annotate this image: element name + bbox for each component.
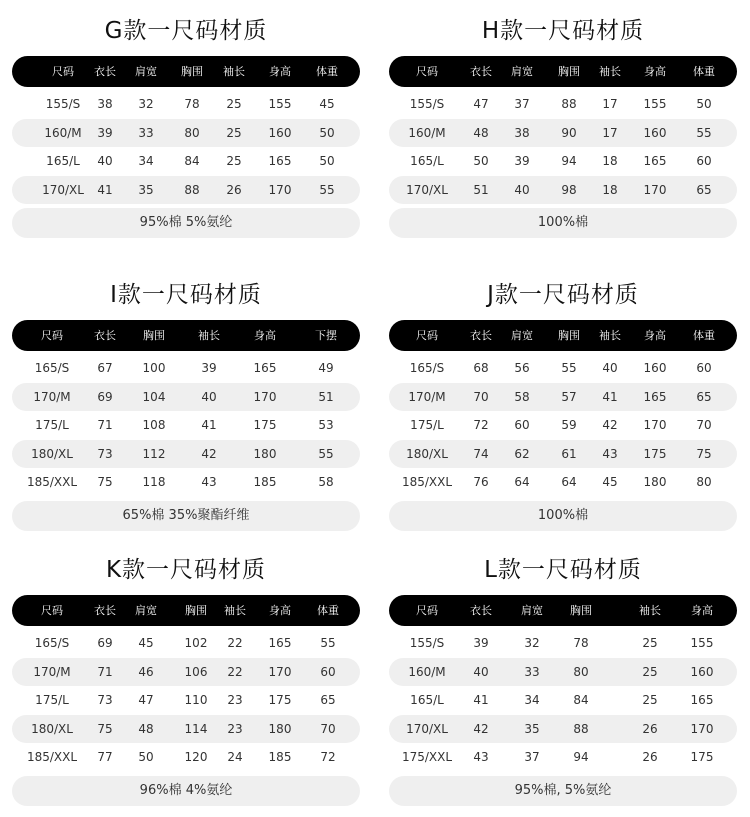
table-body (389, 90, 737, 204)
table-cell: 74 (473, 446, 489, 461)
table-cell: 170 (268, 664, 292, 679)
table-cell: 38 (514, 125, 530, 140)
table-cell: 170 (643, 418, 667, 432)
table-row (12, 743, 360, 772)
table-cell: 48 (138, 721, 154, 736)
table-row (12, 383, 360, 412)
header-cell: 肩宽 (135, 604, 157, 617)
table-cell: 76 (473, 475, 489, 489)
table-cell: 175 (643, 446, 667, 461)
table-cell: 65 (696, 182, 712, 197)
table-cell: 112 (142, 446, 166, 461)
table-cell: 90 (561, 125, 577, 140)
table-cell: 165 (690, 693, 714, 707)
size-table-panel (12, 14, 360, 238)
table-cell: 39 (473, 636, 489, 650)
table-cell: 165 (643, 389, 667, 404)
table-cell: 39 (97, 125, 113, 140)
table-cell: 75 (696, 446, 712, 461)
table-cell: 73 (97, 446, 113, 461)
table-row (12, 147, 360, 176)
header-cell: 身高 (269, 65, 291, 78)
table-cell: 26 (642, 721, 658, 736)
table-cell: 102 (184, 636, 208, 650)
table-cell: 34 (138, 154, 154, 168)
table-cell: 165 (643, 154, 667, 168)
table-body (389, 629, 737, 772)
table-cell: 88 (184, 182, 200, 197)
table-cell: 33 (524, 664, 540, 679)
table-cell: 165 (268, 154, 292, 168)
table-cell: 39 (514, 154, 530, 168)
table-cell: 25 (642, 693, 658, 707)
table-cell: 160 (690, 664, 714, 679)
table-cell: 180/XL (406, 446, 448, 461)
table-row (12, 176, 360, 205)
table-cell: 18 (602, 154, 618, 168)
header-cell: 胸围 (143, 329, 165, 342)
header-cell: 身高 (644, 65, 666, 78)
table-cell: 25 (642, 636, 658, 650)
table-cell: 43 (473, 750, 489, 764)
table-cell: 42 (602, 418, 618, 432)
size-table-panel (12, 278, 360, 531)
table-cell: 45 (602, 475, 618, 489)
table-cell: 32 (138, 97, 154, 111)
table-cell: 56 (514, 361, 530, 375)
header-cell: 身高 (269, 604, 291, 617)
table-cell: 160/M (408, 664, 446, 679)
table-cell: 78 (573, 636, 589, 650)
size-table-panel (389, 553, 737, 806)
table-cell: 40 (602, 361, 618, 375)
header-cell: 胸围 (181, 65, 203, 78)
table-cell: 170/M (408, 389, 446, 404)
table-cell: 165/S (34, 361, 70, 375)
header-cell: 衣长 (470, 604, 492, 617)
table-cell: 64 (561, 475, 577, 489)
table-cell: 69 (97, 636, 113, 650)
table-cell: 170/M (33, 664, 71, 679)
header-cell: 袖长 (639, 604, 661, 617)
table-cell: 100 (142, 361, 166, 375)
table-cell: 155/S (45, 97, 81, 111)
material-label: 100%棉 (389, 501, 737, 531)
table-cell: 65 (696, 389, 712, 404)
table-title: L款一尺码材质 (484, 557, 642, 583)
table-cell: 34 (524, 693, 540, 707)
table-cell: 67 (97, 361, 113, 375)
table-cell: 26 (642, 750, 658, 764)
table-cell: 50 (319, 154, 335, 168)
table-cell: 48 (473, 125, 489, 140)
header-cell: 肩宽 (511, 329, 533, 342)
table-cell: 25 (642, 664, 658, 679)
table-cell: 77 (97, 750, 113, 764)
header-cell: 尺码 (52, 65, 74, 78)
table-cell: 50 (696, 97, 712, 111)
table-cell: 23 (227, 693, 243, 707)
table-row (389, 468, 737, 497)
table-row (12, 411, 360, 440)
header-cell: 袖长 (599, 65, 621, 78)
table-row (12, 686, 360, 715)
table-cell: 51 (318, 389, 334, 404)
table-cell: 73 (97, 693, 113, 707)
table-cell: 110 (184, 693, 208, 707)
table-cell: 70 (696, 418, 712, 432)
table-title: K款一尺码材质 (105, 557, 267, 583)
table-cell: 55 (696, 125, 712, 140)
header-cell: 衣长 (94, 604, 116, 617)
table-cell: 43 (602, 446, 618, 461)
table-row (389, 147, 737, 176)
table-cell: 160 (268, 125, 292, 140)
header-cell: 衣长 (470, 329, 492, 342)
header-cell: 身高 (644, 329, 666, 342)
table-cell: 43 (201, 475, 217, 489)
header-cell: 袖长 (599, 329, 621, 342)
table-cell: 69 (97, 389, 113, 404)
table-cell: 88 (573, 721, 589, 736)
table-cell: 50 (319, 125, 335, 140)
table-body (12, 90, 360, 204)
header-cell: 尺码 (416, 329, 438, 342)
table-cell: 180 (643, 475, 667, 489)
table-cell: 42 (473, 721, 489, 736)
table-cell: 22 (227, 636, 243, 650)
table-cell: 180/XL (31, 446, 73, 461)
table-row (389, 743, 737, 772)
table-cell: 120 (184, 750, 208, 764)
table-row (389, 90, 737, 119)
table-cell: 160/M (44, 125, 82, 140)
table-cell: 180/XL (31, 721, 73, 736)
table-cell: 155/S (409, 97, 445, 111)
table-cell: 185 (268, 750, 292, 764)
table-cell: 18 (602, 182, 618, 197)
table-cell: 160 (643, 361, 667, 375)
table-cell: 170 (643, 182, 667, 197)
table-cell: 40 (514, 182, 530, 197)
table-cell: 55 (561, 361, 577, 375)
table-cell: 80 (696, 475, 712, 489)
table-cell: 84 (184, 154, 200, 168)
table-cell: 94 (561, 154, 577, 168)
table-cell: 68 (473, 361, 489, 375)
table-cell: 62 (514, 446, 530, 461)
table-cell: 170 (253, 389, 277, 404)
size-table-panel (389, 14, 737, 238)
table-cell: 60 (514, 418, 530, 432)
header-cell: 体重 (316, 65, 338, 78)
table-row (389, 715, 737, 744)
table-cell: 118 (142, 475, 166, 489)
table-cell: 165/S (34, 636, 70, 650)
table-cell: 40 (97, 154, 113, 168)
header-cell: 肩宽 (521, 604, 543, 617)
table-row (12, 658, 360, 687)
table-cell: 60 (696, 361, 712, 375)
table-cell: 70 (473, 389, 489, 404)
table-cell: 175 (253, 418, 277, 432)
table-cell: 35 (524, 721, 540, 736)
table-cell: 185/XXL (401, 475, 453, 489)
table-cell: 58 (318, 475, 334, 489)
table-header (12, 56, 360, 87)
table-row (12, 354, 360, 383)
table-cell: 80 (573, 664, 589, 679)
table-cell: 155 (690, 636, 714, 650)
table-cell: 88 (561, 97, 577, 111)
table-cell: 84 (573, 693, 589, 707)
table-row (389, 354, 737, 383)
material-label: 95%棉 5%氨纶 (12, 208, 360, 238)
table-cell: 23 (227, 721, 243, 736)
table-body (12, 354, 360, 497)
table-cell: 51 (473, 182, 489, 197)
table-cell: 175/L (35, 693, 69, 707)
table-cell: 165 (268, 636, 292, 650)
table-cell: 38 (97, 97, 113, 111)
table-cell: 50 (473, 154, 489, 168)
header-cell: 体重 (693, 65, 715, 78)
table-cell: 41 (473, 693, 489, 707)
table-row (389, 176, 737, 205)
table-cell: 60 (696, 154, 712, 168)
table-row (12, 119, 360, 148)
header-cell: 袖长 (223, 65, 245, 78)
header-cell: 尺码 (416, 65, 438, 78)
table-cell: 160 (643, 125, 667, 140)
table-cell: 41 (97, 182, 113, 197)
table-cell: 165/L (46, 154, 80, 168)
table-cell: 45 (138, 636, 154, 650)
table-cell: 25 (226, 97, 242, 111)
material-label: 95%棉, 5%氨纶 (389, 776, 737, 806)
table-cell: 170/XL (406, 721, 448, 736)
table-cell: 165 (253, 361, 277, 375)
header-cell: 衣长 (470, 65, 492, 78)
table-cell: 170/M (33, 389, 71, 404)
table-cell: 175/XXL (401, 750, 453, 764)
table-cell: 17 (602, 125, 618, 140)
table-header (389, 56, 737, 87)
table-cell: 71 (97, 418, 113, 432)
header-cell: 尺码 (41, 604, 63, 617)
table-title: H款一尺码材质 (481, 18, 645, 44)
table-cell: 170/XL (406, 182, 448, 197)
table-cell: 41 (602, 389, 618, 404)
table-cell: 57 (561, 389, 577, 404)
table-body (389, 354, 737, 497)
table-row (389, 440, 737, 469)
table-cell: 160/M (408, 125, 446, 140)
table-cell: 80 (184, 125, 200, 140)
table-title: I款一尺码材质 (110, 282, 262, 308)
table-cell: 185/XXL (26, 475, 78, 489)
table-cell: 165/S (409, 361, 445, 375)
header-cell: 胸围 (558, 65, 580, 78)
table-cell: 75 (97, 721, 113, 736)
header-cell: 身高 (691, 604, 713, 617)
table-cell: 72 (320, 750, 336, 764)
header-cell: 胸围 (570, 604, 592, 617)
table-cell: 22 (227, 664, 243, 679)
table-cell: 40 (473, 664, 489, 679)
table-cell: 165/L (410, 154, 444, 168)
table-cell: 46 (138, 664, 154, 679)
table-cell: 55 (318, 446, 334, 461)
table-cell: 41 (201, 418, 217, 432)
table-cell: 94 (573, 750, 589, 764)
table-cell: 35 (138, 182, 154, 197)
header-cell: 下摆 (315, 329, 337, 342)
table-header (389, 320, 737, 351)
table-cell: 170 (690, 721, 714, 736)
material-label: 100%棉 (389, 208, 737, 238)
table-row (389, 686, 737, 715)
table-row (12, 468, 360, 497)
table-body (12, 629, 360, 772)
table-cell: 33 (138, 125, 154, 140)
table-cell: 114 (184, 721, 208, 736)
table-cell: 155 (643, 97, 667, 111)
table-row (12, 629, 360, 658)
size-table-panel (12, 553, 360, 806)
table-cell: 45 (319, 97, 335, 111)
table-cell: 53 (318, 418, 334, 432)
table-cell: 180 (253, 446, 277, 461)
table-cell: 72 (473, 418, 489, 432)
table-cell: 32 (524, 636, 540, 650)
table-cell: 170/XL (42, 182, 84, 197)
table-cell: 175/L (35, 418, 69, 432)
header-cell: 肩宽 (135, 65, 157, 78)
table-cell: 55 (320, 636, 336, 650)
table-cell: 175 (268, 693, 292, 707)
table-cell: 42 (201, 446, 217, 461)
table-cell: 61 (561, 446, 577, 461)
table-cell: 175 (690, 750, 714, 764)
table-cell: 98 (561, 182, 577, 197)
table-cell: 58 (514, 389, 530, 404)
table-cell: 71 (97, 664, 113, 679)
table-cell: 180 (268, 721, 292, 736)
table-cell: 26 (226, 182, 242, 197)
table-title: J款一尺码材质 (487, 282, 639, 308)
material-label: 65%棉 35%聚酯纤维 (12, 501, 360, 531)
table-row (389, 119, 737, 148)
table-cell: 49 (318, 361, 334, 375)
table-cell: 40 (201, 389, 217, 404)
table-title: G款一尺码材质 (104, 18, 268, 44)
table-cell: 37 (514, 97, 530, 111)
header-cell: 体重 (693, 329, 715, 342)
material-label: 96%棉 4%氨纶 (12, 776, 360, 806)
table-cell: 47 (473, 97, 489, 111)
header-cell: 胸围 (558, 329, 580, 342)
table-cell: 24 (227, 750, 243, 764)
table-cell: 17 (602, 97, 618, 111)
header-cell: 身高 (254, 329, 276, 342)
header-cell: 衣长 (94, 65, 116, 78)
table-cell: 165/L (410, 693, 444, 707)
table-cell: 185 (253, 475, 277, 489)
table-cell: 65 (320, 693, 336, 707)
table-cell: 155/S (409, 636, 445, 650)
table-cell: 75 (97, 475, 113, 489)
table-row (389, 629, 737, 658)
table-cell: 60 (320, 664, 336, 679)
table-cell: 108 (142, 418, 166, 432)
header-cell: 胸围 (185, 604, 207, 617)
table-cell: 64 (514, 475, 530, 489)
table-cell: 155 (268, 97, 292, 111)
size-table-panel (389, 278, 737, 531)
header-cell: 尺码 (41, 329, 63, 342)
table-row (389, 658, 737, 687)
table-cell: 55 (319, 182, 335, 197)
table-row (12, 440, 360, 469)
header-cell: 袖长 (224, 604, 246, 617)
table-cell: 39 (201, 361, 217, 375)
header-cell: 肩宽 (511, 65, 533, 78)
header-cell: 尺码 (416, 604, 438, 617)
table-cell: 70 (320, 721, 336, 736)
table-cell: 25 (226, 125, 242, 140)
table-cell: 175/L (410, 418, 444, 432)
table-cell: 170 (268, 182, 292, 197)
header-cell: 袖长 (198, 329, 220, 342)
table-cell: 185/XXL (26, 750, 78, 764)
table-row (389, 411, 737, 440)
table-cell: 25 (226, 154, 242, 168)
table-header (12, 320, 360, 351)
table-row (389, 383, 737, 412)
table-row (12, 715, 360, 744)
table-row (12, 90, 360, 119)
table-cell: 59 (561, 418, 577, 432)
table-cell: 37 (524, 750, 540, 764)
table-header (389, 595, 737, 626)
table-cell: 106 (184, 664, 208, 679)
table-cell: 47 (138, 693, 154, 707)
table-cell: 78 (184, 97, 200, 111)
table-cell: 104 (142, 389, 166, 404)
table-cell: 50 (138, 750, 154, 764)
header-cell: 衣长 (94, 329, 116, 342)
table-header (12, 595, 360, 626)
header-cell: 体重 (317, 604, 339, 617)
